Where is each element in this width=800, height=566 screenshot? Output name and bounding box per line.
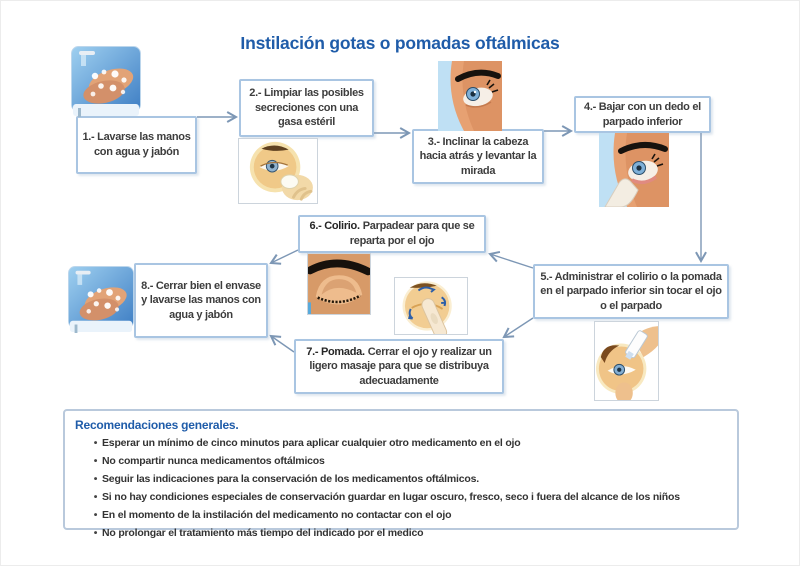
recommendations-title: Recomendaciones generales. [75,418,239,432]
recommendations-list [89,437,731,545]
step-5-label: 5.- Administrar el colirio o la pomada en el parpado inferior sin tocar el ojo o el parpado [540,270,722,312]
step-box-5 [533,264,729,319]
step-box-4 [574,96,711,133]
step-3-label: 3.- Inclinar la cabeza hacia atrás y levantar la mirada [419,135,537,177]
step-7-rest: Cerrar el ojo y realizar un ligero masaje para que se distribuya adecuadamente [309,345,492,387]
step-box-3 [412,129,544,184]
step-8-label: 8.- Cerrar bien el envase y lavarse las manos con agua y jabón [141,279,261,321]
recommendation-text: No compartir nunca medicamentos oftálmicos [102,455,325,467]
step-7-label [300,345,498,389]
recommendations-panel [63,409,739,539]
step-2-label: 2.- Limpiar las posibles secreciones con una gasa estéril [249,87,364,129]
arrow-step5-to-step6 [490,254,533,268]
bullet-icon: • [93,491,98,503]
recommendation-item [89,527,731,540]
step-7-lead: 7.- Pomada. [306,345,365,358]
step-6-lead: 6.- Colirio. [309,220,360,233]
eye-cleaning-gauze-image [238,138,318,204]
finger-lower-eyelid-image [599,133,669,207]
bullet-icon: • [93,527,98,539]
step-box-6 [298,215,486,253]
recommendation-text: Si no hay condiciones especiales de conservación guardar en lugar oscuro, fresco, seco i fuera del alcance de los niños [102,491,680,503]
closed-eye-image [307,253,371,315]
recommendation-item [89,473,731,486]
hand-washing-image [68,263,134,337]
bullet-icon: • [93,455,98,467]
step-box-2 [239,79,374,137]
hand-washing-image [71,46,141,118]
step-1-label: 1.- Lavarse las manos con agua y jabón [82,131,191,158]
page-title: Instilación gotas o pomadas oftálmicas [240,33,560,53]
step-box-7 [294,339,504,394]
arrow-step5-to-step7 [504,318,533,337]
recommendation-text: No prolongar el tratamiento más tiempo del indicado por el medico [102,527,424,539]
bullet-icon: • [93,473,98,485]
bullet-icon: • [93,437,98,449]
arrow-step6-to-step8 [271,250,298,263]
arrow-step7-to-step8 [271,336,294,352]
recommendation-text: Seguir las indicaciones para la conservación de los medicamentos oftálmicos. [102,473,479,485]
head-tilted-eye-up-image [438,61,502,131]
recommendation-text: En el momento de la instilación del medicamento no contactar con el ojo [102,509,452,521]
step-4-label: 4.- Bajar con un dedo el parpado inferior [584,100,701,128]
recommendation-item [89,509,731,522]
eyelid-massage-image [394,277,468,335]
bullet-icon: • [93,509,98,521]
step-6-rest: Parpadear para que se reparta por el ojo [349,220,475,247]
step-6-label [304,219,480,248]
recommendation-text: Esperar un mínimo de cinco minutos para aplicar cualquier otro medicamento en el ojo [102,437,521,449]
step-box-1 [76,116,197,174]
step-box-8 [134,263,268,338]
recommendation-item [89,455,731,468]
recommendation-item [89,491,731,504]
drop-instillation-image [594,321,659,401]
recommendation-item [89,437,731,450]
